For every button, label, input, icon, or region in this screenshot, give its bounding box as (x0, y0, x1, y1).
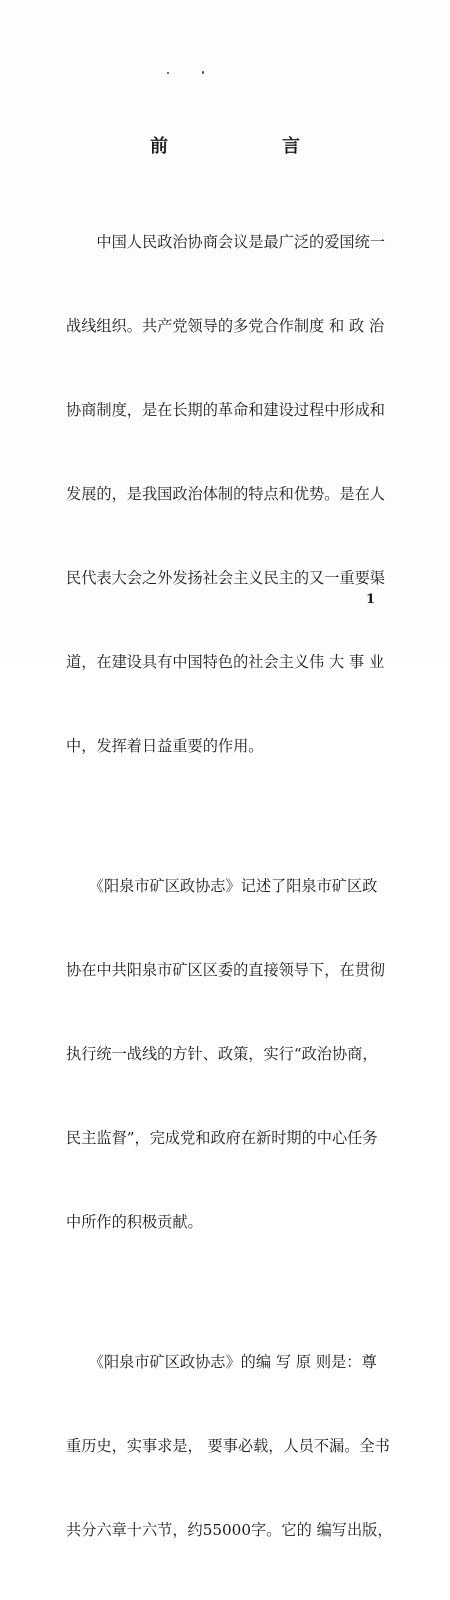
text-line: 执行统一战线的方针、政策，实行“政治协商， (66, 1045, 378, 1063)
text-line: 发展的，是我国政治体制的特点和优势。是在人 (66, 485, 385, 503)
text-line: 共分六章十六节，约55000字。它的 编写出版， (66, 1521, 393, 1539)
page-title: 前 言 (150, 136, 348, 157)
text-line: 道，在建设具有中国特色的社会主义伟 大 事 业 (66, 653, 385, 671)
paragraph-2 (66, 816, 404, 1292)
scan-speck (167, 72, 169, 74)
text-line: 中，发挥着日益重要的作用。 (66, 737, 264, 755)
text-line: 重历史，实事求是， 要事必载，人员不漏。全书 (66, 1437, 390, 1455)
text-line: 协商制度，是在长期的革命和建设过程中形成和 (66, 401, 385, 419)
text-line: 中国人民政治协商会议是最广泛的爱国统一 (66, 233, 385, 251)
paragraph-3 (66, 1292, 404, 1600)
scan-speck (202, 71, 204, 74)
paragraph-1 (66, 172, 404, 816)
text-line: 协在中共阳泉市矿区区委的直接领导下，在贯彻 (66, 961, 385, 979)
text-line: 《阳泉市矿区政协志》的编 写 原 则是：尊 (66, 1353, 377, 1371)
text-line: 中所作的积极贡献。 (66, 1213, 203, 1231)
text-line: 民代表大会之外发扬社会主义民主的又一重要渠 (66, 569, 385, 587)
text-line: 民主监督”，完成党和政府在新时期的中心任务 (66, 1129, 378, 1147)
text-line: 《阳泉市矿区政协志》记述了阳泉市矿区政 (66, 877, 378, 895)
text-line: 战线组织。共产党领导的多党合作制度 和 政 治 (66, 317, 385, 335)
body-text (66, 172, 404, 1600)
page-number: 1 (366, 592, 376, 607)
